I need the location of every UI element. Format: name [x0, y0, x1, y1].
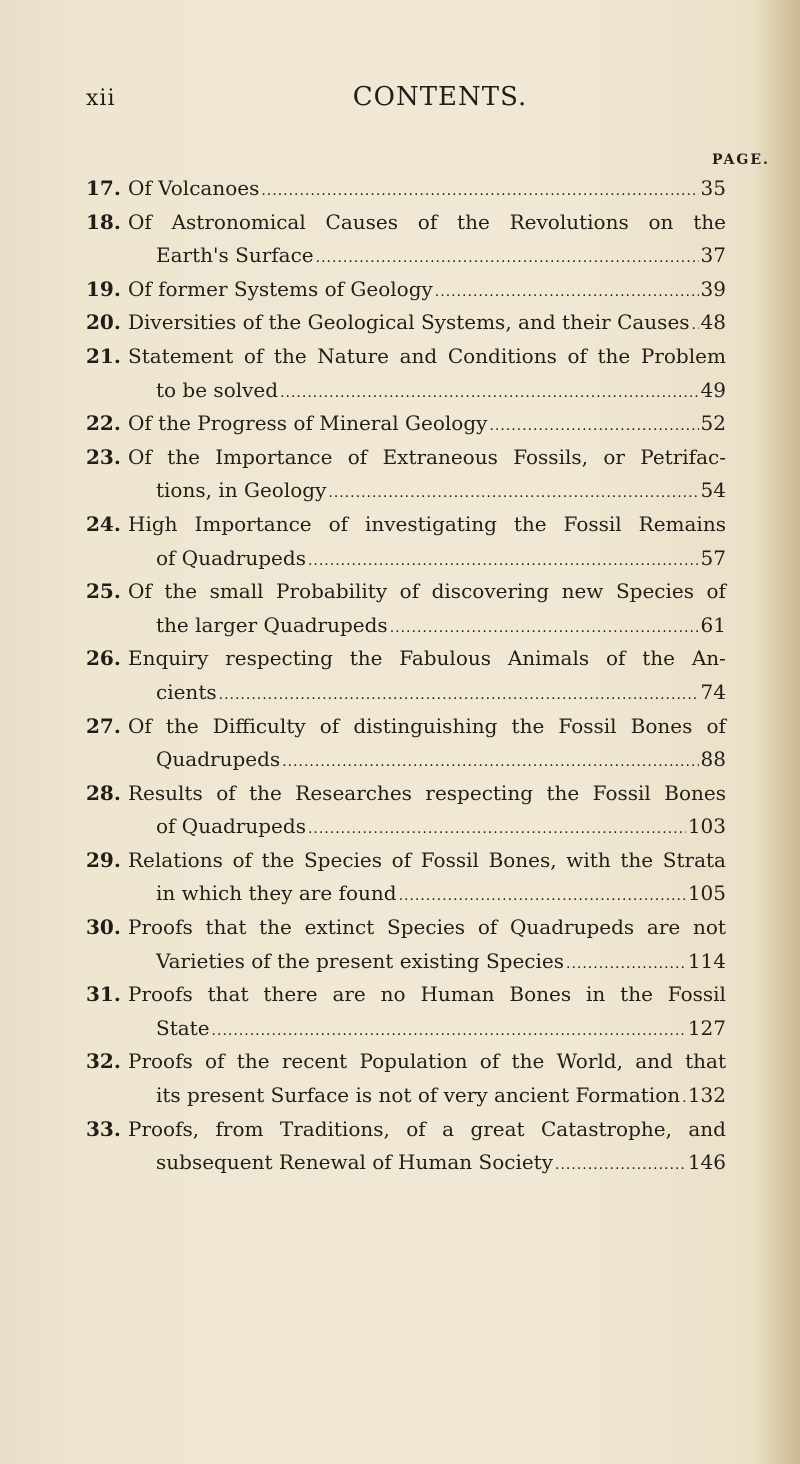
toc-line [86, 374, 726, 408]
dot-leader [555, 1149, 686, 1183]
toc-line [86, 710, 726, 744]
toc-entry-number: 28. [86, 780, 121, 805]
toc-entry [86, 911, 726, 978]
toc-page-number: 146 [687, 1150, 726, 1175]
toc-entry-title: Of Volcanoes [128, 176, 260, 200]
dot-leader [682, 1082, 686, 1116]
toc-entry-title: Of the Importance of Extraneous Fossils, or Petrifac- [128, 444, 726, 469]
toc-line [86, 978, 726, 1012]
toc-page-number: 37 [700, 243, 726, 268]
toc-line [86, 844, 726, 878]
toc-entry [86, 844, 726, 911]
toc-entry [86, 206, 726, 273]
toc-page-number: 61 [700, 612, 726, 637]
toc-page-number: 35 [700, 176, 726, 200]
toc-page-number: 132 [687, 1083, 726, 1108]
dot-leader [435, 276, 699, 310]
toc-line [86, 911, 726, 945]
toc-line [86, 676, 726, 710]
toc-entry-title: subsequent Renewal of Human Society [156, 1150, 554, 1175]
dot-leader [261, 175, 698, 209]
toc-entry [86, 978, 726, 1045]
toc-entry-number: 31. [86, 982, 121, 1007]
toc-entry-number: 26. [86, 646, 121, 671]
toc-line [86, 508, 726, 542]
toc-entry-title: Of former Systems of Geology [128, 276, 433, 301]
toc-entry [86, 340, 726, 407]
toc-entry-title: State [156, 1015, 210, 1040]
toc-entry-title: of Quadrupeds [156, 814, 306, 839]
toc-entry [86, 777, 726, 844]
dot-leader [282, 746, 698, 780]
page-column-label: PAGE. [712, 152, 770, 168]
toc-line [86, 1146, 726, 1180]
toc-line [86, 609, 726, 643]
toc-line [86, 877, 726, 911]
toc-entry-title: Proofs, from Traditions, of a great Catastrophe, and [128, 1116, 726, 1141]
toc-entry-title: tions, in Geology [156, 478, 327, 503]
toc-entry-title: Proofs of the recent Population of the World, and that [128, 1049, 726, 1074]
toc-line [86, 642, 726, 676]
toc-entry-number: 22. [86, 411, 121, 436]
toc-entry-title: Enquiry respecting the Fabulous Animals of the An- [128, 646, 726, 671]
toc-line [86, 1045, 726, 1079]
toc-entry [86, 407, 726, 441]
toc-entry-title: in which they are found [156, 881, 397, 906]
toc-entry-title: to be solved [156, 377, 279, 402]
dot-leader [692, 309, 699, 343]
dot-leader [316, 242, 699, 276]
toc-line [86, 172, 726, 206]
toc-entry [86, 710, 726, 777]
toc-line [86, 407, 726, 441]
toc-line [86, 306, 726, 340]
toc-entry-title: Relations of the Species of Fossil Bones, with the Strata [128, 847, 726, 872]
toc-entry-number: 30. [86, 915, 121, 940]
toc-entry-number: 32. [86, 1049, 121, 1074]
toc-entry-title: Results of the Researches respecting the Fossil Bones [128, 780, 726, 805]
toc-page-number: 114 [687, 948, 726, 973]
toc-line [86, 1079, 726, 1113]
toc-entry-number: 23. [86, 444, 121, 469]
toc-line [86, 273, 726, 307]
toc-line [86, 743, 726, 777]
toc-entry [86, 1113, 726, 1180]
page-folio: xii [86, 86, 116, 111]
toc-line [86, 206, 726, 240]
toc-page-number: 54 [700, 478, 726, 503]
toc-entry-title: the larger Quadrupeds [156, 612, 388, 637]
toc-page-number: 57 [700, 545, 726, 570]
toc-entry-number: 17. [86, 176, 121, 200]
toc-entry [86, 508, 726, 575]
toc-entry-title: Of the small Probability of discovering new Species of [128, 579, 726, 604]
toc-page-number: 127 [687, 1015, 726, 1040]
toc-line [86, 1012, 726, 1046]
dot-leader [399, 880, 686, 914]
toc-entry [86, 1045, 726, 1112]
toc-entry-title: cients [156, 679, 217, 704]
toc-entry-title: Statement of the Nature and Conditions of the Problem [128, 343, 726, 368]
toc-entry-title: Earth's Surface [156, 243, 314, 268]
toc-page-number: 39 [700, 276, 726, 301]
toc-entry-title: Of the Difficulty of distinguishing the Fossil Bones of [128, 713, 726, 738]
toc-entry [86, 441, 726, 508]
toc-entry-title: Varieties of the present existing Species [156, 948, 564, 973]
toc-line [86, 239, 726, 273]
toc-entry-title: of Quadrupeds [156, 545, 306, 570]
toc-line [86, 777, 726, 811]
dot-leader [489, 410, 698, 444]
toc-entry-title: Of Astronomical Causes of the Revolutions on the [128, 209, 726, 234]
toc-entry-number: 27. [86, 713, 121, 738]
toc-page-number: 105 [687, 881, 726, 906]
toc-entry [86, 172, 726, 206]
toc-entry-title: High Importance of investigating the Fossil Remains [128, 511, 726, 536]
toc-entry-title: its present Surface is not of very ancient Formation [156, 1083, 681, 1108]
toc-page-number: 48 [700, 310, 726, 335]
toc-page-number: 74 [700, 679, 726, 704]
toc-entry-title: Of the Progress of Mineral Geology [128, 411, 488, 436]
dot-leader [308, 813, 686, 847]
toc-entry [86, 273, 726, 307]
dot-leader [566, 948, 686, 982]
toc-line [86, 575, 726, 609]
toc-line [86, 474, 726, 508]
running-head-title: CONTENTS. [352, 82, 528, 112]
toc-page-number: 52 [700, 411, 726, 436]
toc-entry-number: 18. [86, 209, 121, 234]
toc-page-number: 49 [700, 377, 726, 402]
toc-entry-number: 25. [86, 579, 121, 604]
toc-entry [86, 306, 726, 340]
dot-leader [308, 545, 699, 579]
toc-entry-number: 21. [86, 343, 121, 368]
toc-entry-number: 19. [86, 276, 121, 301]
dot-leader [219, 679, 699, 713]
dot-leader [328, 477, 698, 511]
toc-line [86, 945, 726, 979]
toc-entry-title: Diversities of the Geological Systems, and their Causes [128, 310, 690, 335]
dot-leader [280, 377, 698, 411]
toc-entry-number: 24. [86, 511, 121, 536]
dot-leader [212, 1015, 686, 1049]
toc-entry [86, 642, 726, 709]
toc-line [86, 542, 726, 576]
toc-entry-number: 20. [86, 310, 121, 335]
table-of-contents [86, 172, 726, 1180]
toc-entry-title: Proofs that there are no Human Bones in the Fossil [128, 982, 726, 1007]
toc-entry-number: 33. [86, 1116, 121, 1141]
toc-line [86, 1113, 726, 1147]
toc-line [86, 340, 726, 374]
toc-entry-title: Quadrupeds [156, 747, 281, 772]
toc-entry [86, 575, 726, 642]
toc-entry-number: 29. [86, 847, 121, 872]
toc-page-number: 88 [700, 747, 726, 772]
toc-page-number: 103 [687, 814, 726, 839]
toc-line [86, 441, 726, 475]
dot-leader [390, 612, 699, 646]
toc-entry-title: Proofs that the extinct Species of Quadrupeds are not [128, 915, 726, 940]
toc-line [86, 810, 726, 844]
